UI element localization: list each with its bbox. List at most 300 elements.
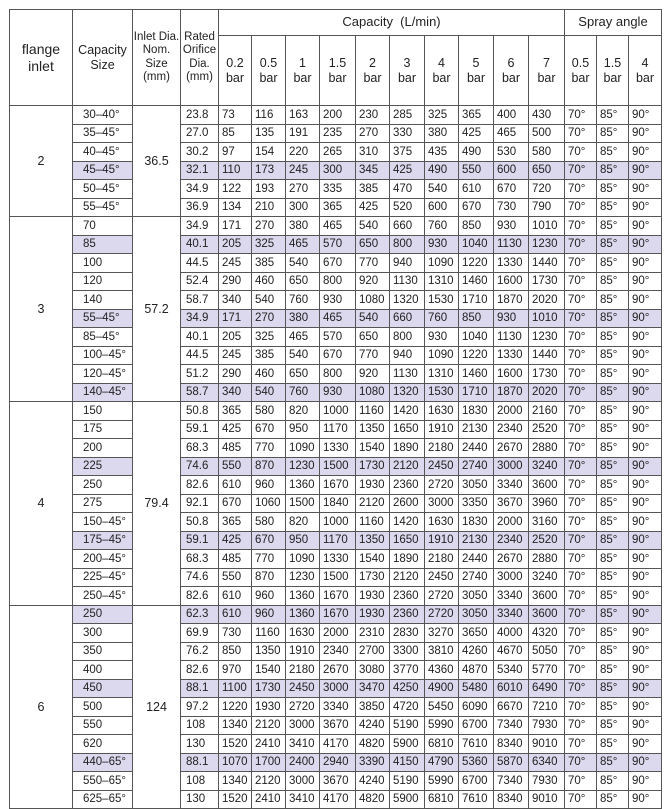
capacity-value-cell: 9010 <box>529 790 565 809</box>
capacity-value-cell: 1130 <box>390 272 425 291</box>
capacity-value-cell: 330 <box>390 124 425 143</box>
capacity-value-cell: 135 <box>252 124 286 143</box>
orifice-dia-cell: 76.2 <box>181 642 219 661</box>
capacity-value-cell: 930 <box>320 383 356 402</box>
capacity-value-cell: 2360 <box>390 605 425 624</box>
spray-angle-cell: 85° <box>597 568 629 587</box>
capacity-value-cell: 6340 <box>529 753 565 772</box>
capacity-value-cell: 245 <box>219 346 252 365</box>
capacity-value-cell: 3000 <box>425 494 459 513</box>
capacity-value-cell: 2880 <box>529 439 565 458</box>
capacity-value-cell: 1710 <box>459 291 494 310</box>
table-row <box>10 476 662 495</box>
capacity-value-cell: 2720 <box>425 605 459 624</box>
spray-angle-cell: 70° <box>565 365 597 384</box>
capacity-value-cell: 6700 <box>459 772 494 791</box>
capacity-value-cell: 1220 <box>459 346 494 365</box>
capacity-value-cell: 116 <box>252 106 286 125</box>
capacity-value-cell: 270 <box>286 180 320 199</box>
capacity-value-cell: 850 <box>459 217 494 236</box>
capacity-value-cell: 3240 <box>529 457 565 476</box>
capacity-value-cell: 3270 <box>425 624 459 643</box>
spray-angle-cell: 85° <box>597 605 629 624</box>
spray-angle-cell: 85° <box>597 254 629 273</box>
capacity-value-cell: 3340 <box>320 698 356 717</box>
spray-angle-cell: 85° <box>597 217 629 236</box>
capacity-value-cell: 1910 <box>425 420 459 439</box>
orifice-dia-cell: 130 <box>181 735 219 754</box>
flange-inlet-cell: 4 <box>10 402 73 606</box>
spray-angle-cell: 85° <box>597 494 629 513</box>
capacity-value-cell: 570 <box>320 328 356 347</box>
spray-angle-cell: 90° <box>629 346 662 365</box>
capacity-value-cell: 540 <box>286 254 320 273</box>
capacity-value-cell: 1930 <box>356 476 390 495</box>
capacity-value-cell: 1650 <box>390 531 425 550</box>
capacity-value-cell: 1540 <box>356 550 390 569</box>
header-angle-pressure-2: 4 bar <box>629 36 662 106</box>
capacity-value-cell: 950 <box>286 531 320 550</box>
capacity-value-cell: 4720 <box>390 698 425 717</box>
capacity-value-cell: 85 <box>219 124 252 143</box>
capacity-value-cell: 1440 <box>529 254 565 273</box>
capacity-value-cell: 5900 <box>390 735 425 754</box>
capacity-value-cell: 670 <box>252 420 286 439</box>
capacity-value-cell: 5900 <box>390 790 425 809</box>
spray-angle-cell: 85° <box>597 753 629 772</box>
capacity-value-cell: 425 <box>390 161 425 180</box>
header-capacity-group: Capacity (L/min) <box>219 10 565 36</box>
spray-angle-cell: 85° <box>597 309 629 328</box>
capacity-value-cell: 2340 <box>320 642 356 661</box>
capacity-value-cell: 430 <box>529 106 565 125</box>
capacity-value-cell: 580 <box>529 143 565 162</box>
capacity-value-cell: 2020 <box>529 291 565 310</box>
capacity-value-cell: 1080 <box>356 383 390 402</box>
spray-angle-cell: 70° <box>565 439 597 458</box>
capacity-value-cell: 1230 <box>286 568 320 587</box>
capacity-size-cell: 275 <box>73 494 133 513</box>
capacity-value-cell: 1160 <box>252 624 286 643</box>
capacity-value-cell: 650 <box>286 272 320 291</box>
table-row <box>10 494 662 513</box>
capacity-value-cell: 425 <box>356 198 390 217</box>
spray-angle-cell: 90° <box>629 568 662 587</box>
capacity-value-cell: 770 <box>356 254 390 273</box>
capacity-value-cell: 2120 <box>356 494 390 513</box>
table-row <box>10 217 662 236</box>
capacity-value-cell: 2670 <box>320 661 356 680</box>
orifice-dia-cell: 44.5 <box>181 346 219 365</box>
capacity-value-cell: 930 <box>320 291 356 310</box>
capacity-value-cell: 270 <box>252 217 286 236</box>
capacity-value-cell: 465 <box>320 309 356 328</box>
capacity-value-cell: 2720 <box>425 476 459 495</box>
capacity-value-cell: 820 <box>286 513 320 532</box>
orifice-dia-cell: 88.1 <box>181 679 219 698</box>
spray-angle-cell: 90° <box>629 365 662 384</box>
orifice-dia-cell: 74.6 <box>181 568 219 587</box>
capacity-value-cell: 1360 <box>286 605 320 624</box>
capacity-value-cell: 2000 <box>494 402 529 421</box>
capacity-value-cell: 540 <box>356 309 390 328</box>
capacity-value-cell: 270 <box>356 124 390 143</box>
orifice-dia-cell: 62.3 <box>181 605 219 624</box>
capacity-value-cell: 520 <box>390 198 425 217</box>
capacity-value-cell: 800 <box>320 365 356 384</box>
capacity-value-cell: 770 <box>252 550 286 569</box>
capacity-size-cell: 85–45° <box>73 328 133 347</box>
spray-angle-cell: 70° <box>565 457 597 476</box>
capacity-value-cell: 340 <box>219 383 252 402</box>
capacity-size-cell: 440–65° <box>73 753 133 772</box>
capacity-value-cell: 365 <box>219 402 252 421</box>
capacity-value-cell: 6700 <box>459 716 494 735</box>
orifice-dia-cell: 34.9 <box>181 180 219 199</box>
capacity-value-cell: 1460 <box>459 365 494 384</box>
capacity-value-cell: 930 <box>494 217 529 236</box>
capacity-value-cell: 1870 <box>494 383 529 402</box>
capacity-value-cell: 171 <box>219 309 252 328</box>
capacity-size-cell: 30–40° <box>73 106 133 125</box>
spray-angle-cell: 90° <box>629 772 662 791</box>
capacity-value-cell: 97 <box>219 143 252 162</box>
capacity-value-cell: 760 <box>425 309 459 328</box>
capacity-size-cell: 70 <box>73 217 133 236</box>
capacity-value-cell: 1230 <box>286 457 320 476</box>
capacity-value-cell: 5870 <box>494 753 529 772</box>
capacity-value-cell: 5450 <box>425 698 459 717</box>
capacity-value-cell: 380 <box>286 309 320 328</box>
capacity-value-cell: 163 <box>286 106 320 125</box>
table-row <box>10 790 662 809</box>
capacity-value-cell: 1100 <box>219 679 252 698</box>
spray-angle-cell: 70° <box>565 180 597 199</box>
table-row <box>10 716 662 735</box>
capacity-value-cell: 4670 <box>494 642 529 661</box>
capacity-value-cell: 970 <box>219 661 252 680</box>
capacity-value-cell: 8340 <box>494 735 529 754</box>
spray-angle-cell: 70° <box>565 217 597 236</box>
capacity-value-cell: 365 <box>320 198 356 217</box>
table-row <box>10 365 662 384</box>
capacity-value-cell: 1010 <box>529 217 565 236</box>
capacity-value-cell: 1540 <box>252 661 286 680</box>
orifice-dia-cell: 82.6 <box>181 587 219 606</box>
spray-angle-cell: 70° <box>565 161 597 180</box>
spray-angle-cell: 85° <box>597 790 629 809</box>
capacity-value-cell: 660 <box>390 309 425 328</box>
capacity-value-cell: 1730 <box>356 457 390 476</box>
capacity-value-cell: 2180 <box>286 661 320 680</box>
spray-angle-cell: 90° <box>629 402 662 421</box>
spray-angle-cell: 90° <box>629 679 662 698</box>
table-row <box>10 531 662 550</box>
orifice-dia-cell: 40.1 <box>181 328 219 347</box>
capacity-size-cell: 50–45° <box>73 180 133 199</box>
spray-angle-cell: 70° <box>565 513 597 532</box>
capacity-value-cell: 1220 <box>219 698 252 717</box>
capacity-value-cell: 285 <box>390 106 425 125</box>
capacity-value-cell: 1910 <box>425 531 459 550</box>
capacity-value-cell: 400 <box>494 106 529 125</box>
capacity-table <box>9 9 662 809</box>
spray-angle-cell: 85° <box>597 735 629 754</box>
capacity-value-cell: 1600 <box>494 272 529 291</box>
capacity-value-cell: 2130 <box>459 531 494 550</box>
capacity-value-cell: 4250 <box>390 679 425 698</box>
capacity-value-cell: 485 <box>219 550 252 569</box>
table-row <box>10 180 662 199</box>
spray-angle-cell: 90° <box>629 587 662 606</box>
capacity-value-cell: 3340 <box>494 605 529 624</box>
capacity-value-cell: 3050 <box>459 476 494 495</box>
spray-angle-cell: 70° <box>565 531 597 550</box>
inlet-dia-cell: 79.4 <box>133 402 181 606</box>
capacity-value-cell: 1220 <box>459 254 494 273</box>
capacity-value-cell: 760 <box>425 217 459 236</box>
orifice-dia-cell: 68.3 <box>181 439 219 458</box>
spray-angle-cell: 70° <box>565 309 597 328</box>
capacity-value-cell: 2940 <box>320 753 356 772</box>
capacity-value-cell: 1310 <box>425 365 459 384</box>
capacity-value-cell: 5190 <box>390 772 425 791</box>
spray-angle-cell: 70° <box>565 587 597 606</box>
capacity-value-cell: 1520 <box>219 735 252 754</box>
capacity-size-cell: 40–45° <box>73 143 133 162</box>
capacity-value-cell: 2340 <box>494 420 529 439</box>
capacity-value-cell: 540 <box>286 346 320 365</box>
capacity-size-cell: 45–45° <box>73 161 133 180</box>
capacity-value-cell: 2160 <box>529 402 565 421</box>
capacity-value-cell: 4000 <box>494 624 529 643</box>
capacity-size-cell: 225–45° <box>73 568 133 587</box>
spray-angle-cell: 70° <box>565 494 597 513</box>
capacity-size-cell: 55–45° <box>73 309 133 328</box>
spray-angle-cell: 90° <box>629 420 662 439</box>
capacity-value-cell: 380 <box>286 217 320 236</box>
spray-angle-cell: 90° <box>629 439 662 458</box>
header-flange-inlet: flange inlet <box>10 10 73 106</box>
capacity-value-cell: 3670 <box>494 494 529 513</box>
spray-nozzle-capacity-table-container <box>9 9 662 809</box>
header-capacity-size: Capacity Size <box>73 10 133 106</box>
capacity-value-cell: 465 <box>494 124 529 143</box>
capacity-value-cell: 670 <box>252 531 286 550</box>
capacity-value-cell: 770 <box>252 439 286 458</box>
capacity-value-cell: 3160 <box>529 513 565 532</box>
capacity-value-cell: 3000 <box>494 568 529 587</box>
capacity-size-cell: 300 <box>73 624 133 643</box>
capacity-value-cell: 1540 <box>356 439 390 458</box>
capacity-value-cell: 1160 <box>356 402 390 421</box>
orifice-dia-cell: 59.1 <box>181 531 219 550</box>
table-row <box>10 291 662 310</box>
spray-angle-cell: 70° <box>565 716 597 735</box>
spray-angle-cell: 90° <box>629 328 662 347</box>
capacity-value-cell: 2720 <box>425 587 459 606</box>
orifice-dia-cell: 27.0 <box>181 124 219 143</box>
capacity-value-cell: 4170 <box>320 735 356 754</box>
orifice-dia-cell: 108 <box>181 772 219 791</box>
capacity-value-cell: 570 <box>320 235 356 254</box>
header-angle-pressure-0: 0.5 bar <box>565 36 597 106</box>
capacity-value-cell: 940 <box>390 254 425 273</box>
orifice-dia-cell: 92.1 <box>181 494 219 513</box>
capacity-value-cell: 460 <box>252 365 286 384</box>
capacity-size-cell: 55–45° <box>73 198 133 217</box>
capacity-size-cell: 85 <box>73 235 133 254</box>
capacity-value-cell: 365 <box>219 513 252 532</box>
capacity-value-cell: 310 <box>356 143 390 162</box>
capacity-value-cell: 5190 <box>390 716 425 735</box>
inlet-dia-cell: 124 <box>133 605 181 809</box>
capacity-value-cell: 600 <box>494 161 529 180</box>
capacity-size-cell: 100–45° <box>73 346 133 365</box>
capacity-value-cell: 171 <box>219 217 252 236</box>
header-pressure-3: 1.5 bar <box>320 36 356 106</box>
capacity-value-cell: 1840 <box>320 494 356 513</box>
capacity-value-cell: 200 <box>320 106 356 125</box>
spray-angle-cell: 70° <box>565 605 597 624</box>
capacity-value-cell: 2830 <box>390 624 425 643</box>
orifice-dia-cell: 51.2 <box>181 365 219 384</box>
spray-angle-cell: 70° <box>565 698 597 717</box>
orifice-dia-cell: 58.7 <box>181 291 219 310</box>
capacity-value-cell: 3000 <box>494 457 529 476</box>
spray-angle-cell: 85° <box>597 180 629 199</box>
capacity-value-cell: 7340 <box>494 772 529 791</box>
capacity-value-cell: 6670 <box>494 698 529 717</box>
capacity-value-cell: 5990 <box>425 772 459 791</box>
capacity-value-cell: 540 <box>252 291 286 310</box>
capacity-value-cell: 850 <box>219 642 252 661</box>
capacity-size-cell: 250 <box>73 605 133 624</box>
capacity-value-cell: 385 <box>356 180 390 199</box>
capacity-value-cell: 800 <box>390 328 425 347</box>
header-rated-orifice: Rated Orifice Dia. (mm) <box>181 10 219 106</box>
capacity-value-cell: 1730 <box>356 568 390 587</box>
capacity-value-cell: 205 <box>219 235 252 254</box>
capacity-value-cell: 365 <box>459 106 494 125</box>
capacity-value-cell: 300 <box>286 198 320 217</box>
capacity-value-cell: 650 <box>529 161 565 180</box>
capacity-size-cell: 625–65° <box>73 790 133 809</box>
spray-angle-cell: 85° <box>597 772 629 791</box>
capacity-value-cell: 1170 <box>320 531 356 550</box>
capacity-value-cell: 134 <box>219 198 252 217</box>
inlet-dia-cell: 36.5 <box>133 106 181 217</box>
capacity-value-cell: 1130 <box>494 235 529 254</box>
table-row <box>10 624 662 643</box>
capacity-value-cell: 490 <box>459 143 494 162</box>
capacity-value-cell: 245 <box>219 254 252 273</box>
capacity-value-cell: 1350 <box>356 531 390 550</box>
capacity-value-cell: 600 <box>425 198 459 217</box>
capacity-size-cell: 250 <box>73 476 133 495</box>
capacity-value-cell: 385 <box>252 254 286 273</box>
capacity-value-cell: 1040 <box>459 328 494 347</box>
capacity-value-cell: 73 <box>219 106 252 125</box>
orifice-dia-cell: 58.7 <box>181 383 219 402</box>
capacity-size-cell: 550 <box>73 716 133 735</box>
capacity-value-cell: 300 <box>320 161 356 180</box>
capacity-value-cell: 290 <box>219 272 252 291</box>
capacity-value-cell: 2360 <box>390 587 425 606</box>
table-row <box>10 328 662 347</box>
capacity-value-cell: 2130 <box>459 420 494 439</box>
capacity-value-cell: 235 <box>320 124 356 143</box>
spray-angle-cell: 70° <box>565 661 597 680</box>
table-row <box>10 568 662 587</box>
spray-angle-cell: 70° <box>565 568 597 587</box>
capacity-value-cell: 385 <box>252 346 286 365</box>
capacity-value-cell: 2520 <box>529 420 565 439</box>
capacity-value-cell: 550 <box>219 457 252 476</box>
capacity-value-cell: 1730 <box>529 272 565 291</box>
capacity-value-cell: 1330 <box>494 254 529 273</box>
capacity-value-cell: 870 <box>252 568 286 587</box>
capacity-value-cell: 425 <box>459 124 494 143</box>
capacity-value-cell: 1000 <box>320 513 356 532</box>
capacity-value-cell: 6090 <box>459 698 494 717</box>
capacity-value-cell: 425 <box>219 531 252 550</box>
capacity-value-cell: 580 <box>252 513 286 532</box>
spray-angle-cell: 90° <box>629 254 662 273</box>
capacity-value-cell: 1090 <box>425 346 459 365</box>
orifice-dia-cell: 36.9 <box>181 198 219 217</box>
capacity-value-cell: 465 <box>320 217 356 236</box>
capacity-value-cell: 1730 <box>529 365 565 384</box>
capacity-value-cell: 660 <box>390 217 425 236</box>
capacity-value-cell: 110 <box>219 161 252 180</box>
spray-angle-cell: 90° <box>629 457 662 476</box>
spray-angle-cell: 90° <box>629 383 662 402</box>
capacity-size-cell: 350 <box>73 642 133 661</box>
table-row <box>10 439 662 458</box>
capacity-value-cell: 4790 <box>425 753 459 772</box>
orifice-dia-cell: 68.3 <box>181 550 219 569</box>
capacity-size-cell: 140–45° <box>73 383 133 402</box>
capacity-value-cell: 5480 <box>459 679 494 698</box>
capacity-value-cell: 3390 <box>356 753 390 772</box>
spray-angle-cell: 70° <box>565 642 597 661</box>
capacity-value-cell: 1090 <box>286 550 320 569</box>
spray-angle-cell: 70° <box>565 476 597 495</box>
capacity-value-cell: 1360 <box>286 476 320 495</box>
capacity-value-cell: 650 <box>356 328 390 347</box>
spray-angle-cell: 70° <box>565 772 597 791</box>
capacity-value-cell: 1730 <box>252 679 286 698</box>
orifice-dia-cell: 59.1 <box>181 420 219 439</box>
flange-inlet-cell: 3 <box>10 217 73 402</box>
capacity-value-cell: 4900 <box>425 679 459 698</box>
capacity-value-cell: 220 <box>286 143 320 162</box>
capacity-value-cell: 2670 <box>494 439 529 458</box>
capacity-value-cell: 1340 <box>219 716 252 735</box>
spray-angle-cell: 85° <box>597 661 629 680</box>
spray-angle-cell: 85° <box>597 291 629 310</box>
capacity-value-cell: 1360 <box>286 587 320 606</box>
capacity-value-cell: 670 <box>320 346 356 365</box>
table-row <box>10 124 662 143</box>
capacity-value-cell: 3770 <box>390 661 425 680</box>
table-row <box>10 346 662 365</box>
capacity-value-cell: 5360 <box>459 753 494 772</box>
capacity-size-cell: 140 <box>73 291 133 310</box>
capacity-value-cell: 325 <box>425 106 459 125</box>
spray-angle-cell: 85° <box>597 346 629 365</box>
